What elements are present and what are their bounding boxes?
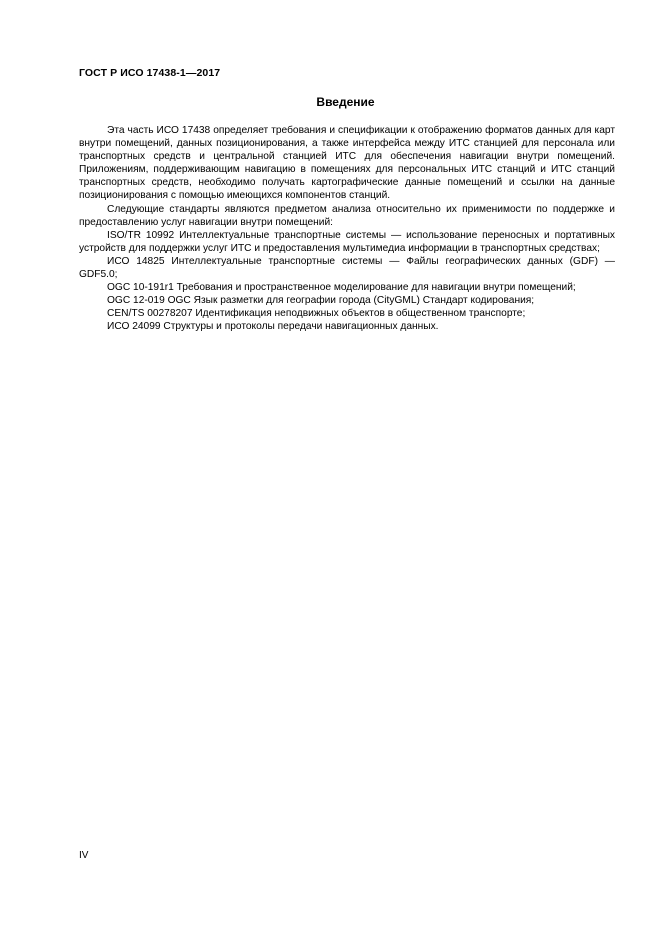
paragraph-intro: Эта часть ИСО 17438 определяет требования и спецификации к отображению форматов данных для карт внутри помещений, данных позиционирования, а также интерфейса между ИТС станцией для персонала или транспортных средств и центральной станцией ИТС для обеспечения навигации внутри помещений. Приложениям, поддерживающим навигацию в помещениях для персональных ИТС станций и ИТС станций транспортных средств, необходимо получать картографические данные помещений и ссылки на данные позиционирования с помощью имеющихся компонентов станций.	[79, 125, 615, 202]
list-item-standard: OGC 12-019 OGC Язык разметки для географии города (CityGML) Стандарт кодирования;	[107, 295, 535, 307]
document-body	[79, 124, 615, 334]
list-item-standard: ИСО 24099 Структуры и протоколы передачи навигационных данных.	[107, 321, 439, 333]
paragraph-standards-lead: Следующие стандарты являются предметом анализа относительно их применимости по поддержке и предоставлению услуг навигации внутри помещений:	[79, 203, 615, 228]
list-item-standard: CEN/TS 00278207 Идентификация неподвижных объектов в общественном транспорте;	[107, 308, 526, 320]
section-title: Введение	[316, 95, 375, 109]
list-item-standard: ИСО 14825 Интеллектуальные транспортные системы — Файлы географических данных (GDF) — GDF5.0;	[79, 255, 615, 281]
list-item-standard: ISO/TR 10992 Интеллектуальные транспортные системы — использование переносных и портативных устройств для поддержки услуг ИТС и предоставления мультимедиа информации в транспортных средствах;	[79, 229, 615, 254]
list-item-standard: OGC 10-191r1 Требования и пространственное моделирование для навигации внутри помещений;	[107, 282, 576, 294]
page-number: IV	[79, 850, 89, 861]
standard-header: ГОСТ Р ИСО 17438-1—2017	[79, 67, 221, 79]
